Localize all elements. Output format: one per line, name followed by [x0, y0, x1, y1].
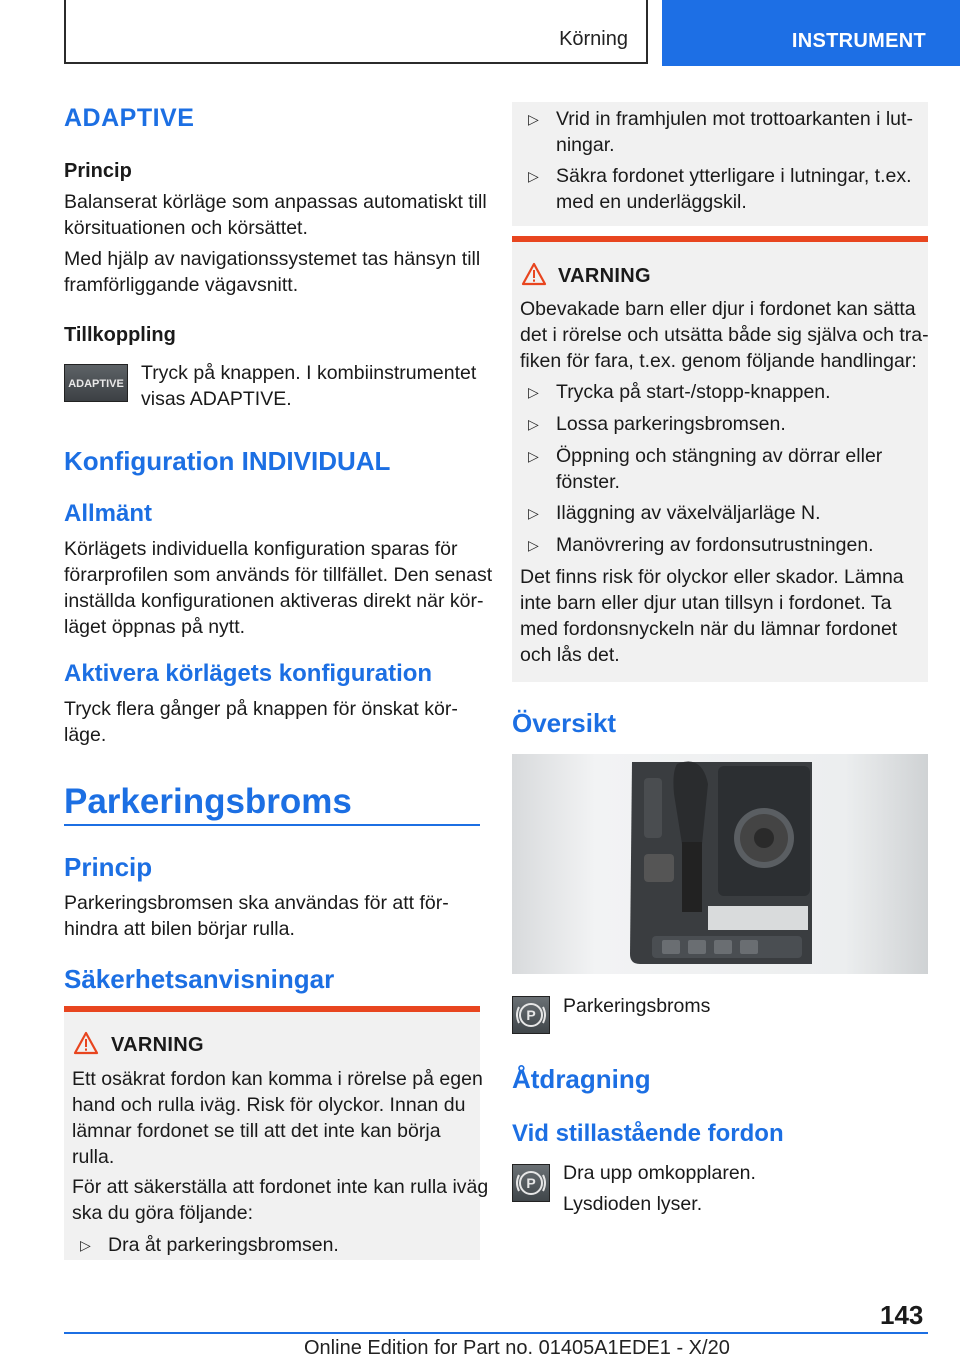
- list-item: [528, 532, 918, 558]
- footer-edition: Online Edition for Part no. 01405A1EDE1 - X/20: [304, 1337, 730, 1359]
- risk-line-2: inte barn eller djur utan tillsyn i fordonet. Ta: [520, 592, 892, 614]
- heading-oversikt: Översikt: [512, 708, 617, 738]
- list-item: [528, 163, 918, 215]
- warn-line-5: För att säkerställa att fordonet inte kan rulla iväg: [72, 1176, 489, 1198]
- subheading-princip: Princip: [64, 160, 132, 182]
- warn-line-1: Obevakade barn eller djur i fordonet kan sätta: [520, 298, 916, 320]
- bullet-text: Trycka på start-/stopp-knappen.: [556, 381, 831, 403]
- bullet-text: Dra åt parkeringsbromsen.: [108, 1234, 339, 1256]
- svg-text:P: P: [526, 1007, 536, 1023]
- warning-title: VARNING: [111, 1034, 204, 1056]
- princip-line-1: Balanserat körläge som anpassas automatiskt till: [64, 191, 487, 213]
- heading-aktivera: Aktivera körlägets konfiguration: [64, 660, 433, 687]
- aktivera-line-2: läge.: [64, 724, 107, 746]
- parking-brake-icon: [512, 1164, 550, 1202]
- heading-konfiguration: Konfiguration INDIVIDUAL: [64, 446, 391, 476]
- bullet-triangle-icon: ▷: [80, 1237, 91, 1253]
- heading-parkeringsbroms: Parkeringsbroms: [64, 782, 352, 821]
- princip-line-4: framförliggande vägavsnitt.: [64, 274, 299, 296]
- list-item: [528, 500, 918, 526]
- bullet-text: Iläggning av växelväljarläge N.: [556, 502, 821, 524]
- princip2-line-2: hindra att bilen börjar rulla.: [64, 918, 295, 940]
- vid-line-1: Dra upp omkopplaren.: [563, 1162, 756, 1184]
- warn-line-2: hand och rulla iväg. Risk för olyckor. Innan du: [72, 1094, 466, 1116]
- bullet-text: fönster.: [556, 471, 620, 493]
- bullet-text: Säkra fordonet ytterligare i lutningar, t.ex.: [556, 165, 912, 187]
- page-number: 143: [880, 1300, 924, 1330]
- heading-atdragning: Åtdragning: [512, 1064, 651, 1094]
- aktivera-line-1: Tryck flera gånger på knappen för önskat kör-: [64, 698, 458, 720]
- bullet-text: med en underläggskil.: [556, 191, 747, 213]
- warn-line-6: ska du göra följande:: [72, 1202, 254, 1224]
- bullet-triangle-icon: ▷: [528, 168, 539, 184]
- heading-adaptive: ADAPTIVE: [64, 104, 195, 132]
- header-section-label: Körning: [559, 28, 628, 50]
- heading-princip-2: Princip: [64, 852, 153, 882]
- svg-text:P: P: [526, 1175, 536, 1191]
- bullet-triangle-icon: ▷: [528, 537, 539, 553]
- bullet-text: Öppning och stängning av dörrar eller: [556, 445, 883, 467]
- heading-underline: [64, 824, 480, 826]
- parking-brake-icon: [512, 996, 550, 1034]
- princip-line-2: körsituationen och körsättet.: [64, 217, 308, 239]
- warn-line-4: rulla.: [72, 1146, 115, 1168]
- bullet-text: Manövrering av fordonsutrustningen.: [556, 534, 874, 556]
- warning-triangle-icon: [521, 262, 547, 286]
- bullet-text: ningar.: [556, 134, 615, 156]
- bullet-triangle-icon: ▷: [528, 111, 539, 127]
- header-section-tab: [64, 0, 648, 64]
- footer-rule: [64, 1332, 928, 1334]
- warn-line-2: det i rörelse och utsätta både sig själva och tra-: [520, 324, 929, 346]
- risk-line-4: och lås det.: [520, 644, 620, 666]
- vid-line-2: Lysdioden lyser.: [563, 1193, 703, 1215]
- console-photo: [512, 754, 928, 974]
- bullet-text: Lossa parkeringsbromsen.: [556, 413, 786, 435]
- risk-line-3: med fordonsnyckeln när du lämnar fordonet: [520, 618, 898, 640]
- allmant-line-2: förarprofilen som används för tillfället. Den senast: [64, 564, 493, 586]
- warn-line-3: fiken för fara, t.ex. genom följande handlingar:: [520, 350, 917, 372]
- list-item: [528, 379, 918, 405]
- list-item: [80, 1232, 460, 1258]
- list-item: [528, 106, 918, 158]
- allmant-line-3: inställda konfigurationen aktiveras direkt när kör-: [64, 590, 484, 612]
- parkeringsbroms-label: Parkeringsbroms: [563, 995, 711, 1017]
- bullet-triangle-icon: ▷: [528, 448, 539, 464]
- header-chapter-tab: [662, 0, 960, 66]
- bullet-text: Vrid in framhjulen mot trottoarkanten i lut-: [556, 108, 913, 130]
- risk-line-1: Det finns risk för olyckor eller skador. Lämna: [520, 566, 904, 588]
- warning-triangle-icon: [73, 1031, 99, 1055]
- princip-line-3: Med hjälp av navigationssystemet tas hänsyn till: [64, 248, 481, 270]
- header-chapter-label: INSTRUMENT: [791, 30, 926, 52]
- adaptive-button-icon: ADAPTIVE: [64, 364, 128, 402]
- princip2-line-1: Parkeringsbromsen ska användas för att för-: [64, 892, 449, 914]
- allmant-line-4: läget öppnas på nytt.: [64, 616, 246, 638]
- bullet-triangle-icon: ▷: [528, 384, 539, 400]
- subheading-tillkoppling: Tillkoppling: [64, 324, 176, 346]
- heading-allmant: Allmänt: [64, 500, 153, 527]
- heading-vid-stillastaende: Vid stillastående fordon: [512, 1120, 784, 1147]
- allmant-line-1: Körlägets individuella konfiguration sparas för: [64, 538, 458, 560]
- warning-title: VARNING: [558, 265, 651, 287]
- bullet-triangle-icon: ▷: [528, 505, 539, 521]
- list-item: [528, 411, 918, 437]
- warn-line-1: Ett osäkrat fordon kan komma i rörelse på egen: [72, 1068, 483, 1090]
- tillkoppling-line-1: Tryck på knappen. I kombiinstrumentet: [141, 362, 477, 384]
- tillkoppling-line-2: visas ADAPTIVE.: [141, 388, 292, 410]
- bullet-triangle-icon: ▷: [528, 416, 539, 432]
- heading-sakerhetsanvisningar: Säkerhetsanvisningar: [64, 964, 335, 994]
- warn-line-3: lämnar fordonet se till att det inte kan börja: [72, 1120, 441, 1142]
- list-item: [528, 443, 918, 495]
- center-console-illustration: [512, 754, 928, 974]
